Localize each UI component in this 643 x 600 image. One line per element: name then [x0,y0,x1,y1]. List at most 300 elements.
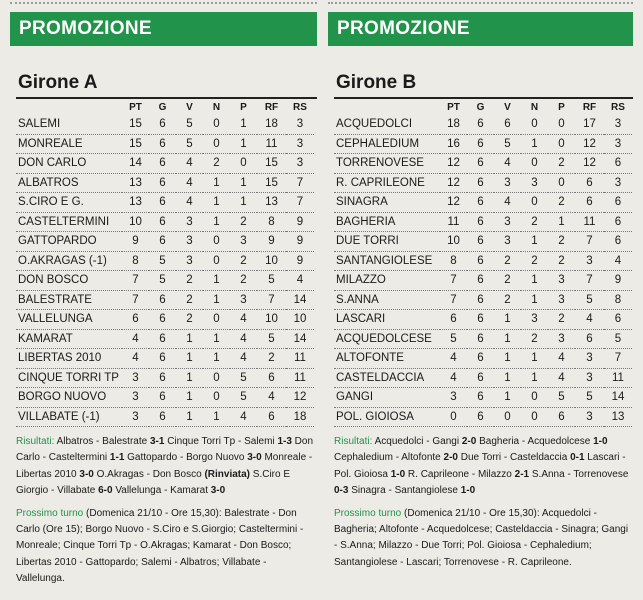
stat-cell: 6 [575,173,604,193]
stat-cell: 6 [548,407,575,427]
stat-cell: 11 [257,134,286,154]
stat-cell: 1 [494,310,521,330]
stat-cell: 1 [176,349,203,369]
stat-cell: 3 [521,310,548,330]
stat-cell: 2 [257,349,286,369]
stat-cell: 5 [494,134,521,154]
stat-cell: 6 [604,232,632,252]
table-row [16,290,314,310]
stat-cell: 2 [230,251,257,271]
stat-cell: 12 [575,154,604,174]
team-name: BALESTRATE [16,290,122,310]
table-row [334,212,632,232]
table-row [16,212,314,232]
stat-cell: 1 [203,349,230,369]
stat-cell: 12 [440,154,467,174]
stat-cell: 18 [440,115,467,134]
team-name: S.CIRO E G. [16,193,122,213]
stat-cell: 15 [257,173,286,193]
stat-cell: 4 [230,349,257,369]
stat-cell: 2 [494,271,521,291]
stat-cell: 0 [203,388,230,408]
stat-cell: 4 [494,193,521,213]
stat-cell: 2 [548,154,575,174]
stat-cell: 6 [604,193,632,213]
stat-cell: 3 [521,173,548,193]
stat-cell: 3 [230,232,257,252]
header-col: P [558,102,565,113]
stat-cell: 5 [230,368,257,388]
results-text: Acquedolci - Gangi 2-0 Bagheria - Acquedolcese 1-0 Cephaledium - Altofonte 2-0 Due Torri - Casteldaccia 0-1 Lascari - Pol. Gioiosa 1-0 R. Caprileone - Milazzo 2-1 S.Anna - Torrenovese 0-3 Sinagra - Santangiolese 1-0 [334,436,629,497]
stat-cell: 14 [122,154,149,174]
stat-cell: 2 [203,154,230,174]
stat-cell: 12 [440,173,467,193]
stat-cell: 13 [122,173,149,193]
stat-cell: 4 [122,349,149,369]
table-row [16,329,314,349]
stat-cell: 4 [604,251,632,271]
stat-cell: 5 [176,115,203,134]
stat-cell: 3 [286,115,314,134]
stat-cell: 1 [230,193,257,213]
stat-cell: 9 [257,232,286,252]
stat-cell: 6 [149,349,176,369]
stat-cell: 6 [257,407,286,427]
table-row [16,193,314,213]
stat-cell: 3 [176,232,203,252]
stat-cell: 13 [257,193,286,213]
stat-cell: 1 [176,388,203,408]
table-row [16,134,314,154]
stat-cell: 5 [257,329,286,349]
stat-cell: 3 [176,251,203,271]
stat-cell: 5 [230,388,257,408]
stat-cell: 6 [149,212,176,232]
stat-cell: 11 [440,212,467,232]
team-name: BAGHERIA [334,212,440,232]
table-header-row [16,100,314,115]
team-name: DON BOSCO [16,271,122,291]
header-col: P [240,102,247,113]
stat-cell: 6 [149,310,176,330]
stat-cell: 15 [122,134,149,154]
stat-cell: 6 [604,310,632,330]
stat-cell: 17 [575,115,604,134]
team-name: ACQUEDOLCI [334,115,440,134]
stat-cell: 4 [176,173,203,193]
stat-cell: 0 [203,232,230,252]
stat-cell: 6 [149,290,176,310]
next-round-paragraph [16,506,314,588]
stat-cell: 5 [149,251,176,271]
stat-cell: 11 [286,368,314,388]
stat-cell: 7 [257,290,286,310]
stat-cell: 2 [521,212,548,232]
standings-table [334,100,632,427]
stat-cell: 2 [521,251,548,271]
table-row [334,115,632,134]
table-row [334,193,632,213]
stat-cell: 7 [604,349,632,369]
stat-cell: 1 [548,212,575,232]
table-row [16,310,314,330]
stat-cell: 1 [230,134,257,154]
stat-cell: 9 [286,251,314,271]
stat-cell: 1 [203,193,230,213]
group-title: Girone A [18,72,98,93]
stat-cell: 15 [122,115,149,134]
stat-cell: 11 [286,349,314,369]
table-row [16,349,314,369]
stat-cell: 6 [467,349,494,369]
stat-cell: 10 [257,251,286,271]
stat-cell: 6 [467,329,494,349]
results-label: Risultati: [16,436,55,447]
header-team [16,100,122,115]
team-name: SINAGRA [334,193,440,213]
stat-cell: 6 [467,212,494,232]
stat-cell: 6 [149,115,176,134]
stat-cell: 6 [467,251,494,271]
stat-cell: 10 [257,310,286,330]
stat-cell: 6 [575,193,604,213]
results-block [334,434,632,571]
next-round-label: Prossimo turno [16,507,84,519]
team-name: LIBERTAS 2010 [16,349,122,369]
stat-cell: 1 [521,349,548,369]
table-row [16,368,314,388]
table-row [334,310,632,330]
header-col: PT [129,102,142,113]
table-row [16,115,314,134]
top-dotted-rule [328,2,633,12]
stat-cell: 8 [440,251,467,271]
stat-cell: 6 [149,368,176,388]
header-col: RS [611,102,625,113]
stat-cell: 0 [521,115,548,134]
stat-cell: 5 [257,271,286,291]
stat-cell: 6 [257,368,286,388]
team-name: KAMARAT [16,329,122,349]
stat-cell: 0 [521,407,548,427]
stat-cell: 1 [176,329,203,349]
team-name: BORGO NUOVO [16,388,122,408]
stat-cell: 7 [440,290,467,310]
next-round-text: (Domenica 21/10 - Ore 15,30): Balestrate - Don Carlo (Ore 15); Borgo Nuovo - S.Ciro e S.Giorgio; Casteltermini - Monreale; Cinque Torri Tp - O.Akragas; Kamarat - Don Bosco; Libertas 2010 - Gattopardo; Salemi - Albatros; Villabate - Vallelunga. [16,507,304,585]
team-name: DUE TORRI [334,232,440,252]
table-row [334,407,632,427]
stat-cell: 4 [230,310,257,330]
team-name: MONREALE [16,134,122,154]
stat-cell: 0 [548,173,575,193]
stat-cell: 4 [230,329,257,349]
results-paragraph [334,434,632,500]
stat-cell: 6 [467,388,494,408]
stat-cell: 0 [203,368,230,388]
stat-cell: 5 [176,134,203,154]
stat-cell: 6 [467,407,494,427]
stat-cell: 18 [257,115,286,134]
results-text: Albatros - Balestrate 3-1 Cinque Torri Tp - Salemi 1-3 Don Carlo - Casteltermini 1-1 Gattopardo - Borgo Nuovo 3-0 Monreale - Libertas 2010 3-0 O.Akragas - Don Bosco (Rinviata) S.Ciro E Giorgio - Villabate 6-0 Vallelunga - Kamarat 3-0 [16,436,314,497]
header-col: N [212,102,221,113]
team-name: GATTOPARDO [16,232,122,252]
stat-cell: 8 [122,251,149,271]
stat-cell: 3 [604,173,632,193]
stat-cell: 7 [122,290,149,310]
header-col: RS [293,102,307,113]
stat-cell: 14 [286,329,314,349]
stat-cell: 3 [286,154,314,174]
table-row [334,290,632,310]
stat-cell: 3 [548,290,575,310]
stat-cell: 1 [521,368,548,388]
stat-cell: 12 [575,134,604,154]
stat-cell: 0 [521,193,548,213]
stat-cell: 6 [149,388,176,408]
stat-cell: 6 [467,154,494,174]
stat-cell: 4 [122,329,149,349]
team-name: CASTELTERMINI [16,212,122,232]
stat-cell: 3 [122,407,149,427]
stat-cell: 3 [122,388,149,408]
stat-cell: 1 [521,232,548,252]
stat-cell: 1 [176,368,203,388]
stat-cell: 6 [149,134,176,154]
team-name: GANGI [334,388,440,408]
stat-cell: 8 [604,290,632,310]
stat-cell: 10 [440,232,467,252]
stat-cell: 2 [548,232,575,252]
table-row [16,154,314,174]
stat-cell: 6 [122,310,149,330]
stat-cell: 4 [494,154,521,174]
team-name: VALLELUNGA [16,310,122,330]
stat-cell: 3 [230,290,257,310]
stat-cell: 6 [149,154,176,174]
stat-cell: 4 [257,388,286,408]
stat-cell: 18 [286,407,314,427]
stat-cell: 9 [286,212,314,232]
stat-cell: 5 [575,388,604,408]
stat-cell: 7 [575,271,604,291]
stat-cell: 1 [203,290,230,310]
table-row [334,251,632,271]
stat-cell: 6 [467,115,494,134]
stat-cell: 6 [604,154,632,174]
stat-cell: 5 [548,388,575,408]
stat-cell: 10 [286,310,314,330]
stat-cell: 2 [176,310,203,330]
stat-cell: 3 [575,368,604,388]
stat-cell: 1 [494,329,521,349]
stat-cell: 3 [440,388,467,408]
stat-cell: 7 [122,271,149,291]
stat-cell: 1 [203,173,230,193]
stat-cell: 6 [467,271,494,291]
title-underline [334,97,633,99]
stat-cell: 1 [494,388,521,408]
stat-cell: 3 [122,368,149,388]
team-name: VILLABATE (-1) [16,407,122,427]
stat-cell: 6 [494,115,521,134]
stat-cell: 13 [604,407,632,427]
stat-cell: 6 [149,407,176,427]
team-name: SANTANGIOLESE [334,251,440,271]
stat-cell: 8 [257,212,286,232]
stat-cell: 4 [575,310,604,330]
team-name: O.AKRAGAS (-1) [16,251,122,271]
stat-cell: 0 [494,407,521,427]
stat-cell: 1 [203,212,230,232]
stat-cell: 1 [494,368,521,388]
table-row [334,173,632,193]
stat-cell: 2 [230,271,257,291]
stat-cell: 5 [149,271,176,291]
stat-cell: 4 [548,368,575,388]
team-name: LASCARI [334,310,440,330]
stat-cell: 9 [122,232,149,252]
team-name: ALBATROS [16,173,122,193]
stat-cell: 1 [203,329,230,349]
stat-cell: 4 [440,349,467,369]
stat-cell: 3 [494,212,521,232]
team-name: CINQUE TORRI TP [16,368,122,388]
header-col: PT [447,102,460,113]
stat-cell: 4 [176,154,203,174]
stat-cell: 3 [575,349,604,369]
header-col: N [530,102,539,113]
stat-cell: 3 [575,407,604,427]
stat-cell: 3 [494,173,521,193]
table-row [334,232,632,252]
team-name: POL. GIOIOSA [334,407,440,427]
next-round-label: Prossimo turno [334,507,402,519]
stat-cell: 3 [548,329,575,349]
table-row [334,154,632,174]
stat-cell: 7 [575,232,604,252]
stat-cell: 6 [149,193,176,213]
stat-cell: 2 [548,310,575,330]
stat-cell: 2 [176,290,203,310]
stat-cell: 2 [494,251,521,271]
standings-table [16,100,314,427]
stat-cell: 10 [122,212,149,232]
stat-cell: 5 [604,329,632,349]
stat-cell: 3 [604,134,632,154]
stat-cell: 0 [548,115,575,134]
stat-cell: 0 [203,134,230,154]
results-paragraph [16,434,314,500]
title-underline [16,97,317,99]
stat-cell: 6 [149,329,176,349]
section-banner: PROMOZIONE [10,12,317,46]
stat-cell: 15 [257,154,286,174]
header-col: RF [582,102,597,113]
stat-cell: 6 [440,310,467,330]
table-row [334,349,632,369]
stat-cell: 11 [575,212,604,232]
group-title: Girone B [336,72,417,93]
team-name: ALTOFONTE [334,349,440,369]
stat-cell: 1 [230,173,257,193]
table-row [334,368,632,388]
table-row [334,388,632,408]
team-name: CEPHALEDIUM [334,134,440,154]
stat-cell: 0 [203,310,230,330]
stat-cell: 3 [176,212,203,232]
stat-cell: 6 [467,368,494,388]
stat-cell: 0 [521,154,548,174]
stat-cell: 2 [548,251,575,271]
team-name: MILAZZO [334,271,440,291]
stat-cell: 12 [440,193,467,213]
stat-cell: 1 [521,290,548,310]
stat-cell: 7 [286,193,314,213]
stat-cell: 0 [203,115,230,134]
stat-cell: 4 [176,193,203,213]
stat-cell: 1 [230,115,257,134]
stat-cell: 0 [521,388,548,408]
results-label: Risultati: [334,436,373,447]
team-name: S.ANNA [334,290,440,310]
stat-cell: 14 [604,388,632,408]
table-row [16,407,314,427]
girone-b-column [328,0,633,577]
stat-cell: 2 [176,271,203,291]
stat-cell: 0 [203,251,230,271]
table-row [16,388,314,408]
team-name: SALEMI [16,115,122,134]
stat-cell: 1 [176,407,203,427]
stat-cell: 4 [286,271,314,291]
stat-cell: 3 [548,271,575,291]
stat-cell: 3 [494,232,521,252]
team-name: TORRENOVESE [334,154,440,174]
table-row [334,271,632,291]
stat-cell: 12 [286,388,314,408]
header-col: V [504,102,511,113]
team-name: CASTELDACCIA [334,368,440,388]
header-col: RF [264,102,279,113]
table-row [16,173,314,193]
stat-cell: 3 [575,251,604,271]
stat-cell: 1 [203,271,230,291]
stat-cell: 6 [149,232,176,252]
stat-cell: 6 [467,310,494,330]
stat-cell: 2 [494,290,521,310]
stat-cell: 6 [467,290,494,310]
header-col: G [158,102,167,113]
stat-cell: 6 [467,173,494,193]
stat-cell: 5 [440,329,467,349]
stat-cell: 0 [440,407,467,427]
stat-cell: 5 [575,290,604,310]
table-row [334,134,632,154]
stat-cell: 2 [548,193,575,213]
stat-cell: 4 [548,349,575,369]
team-name: DON CARLO [16,154,122,174]
stat-cell: 2 [230,212,257,232]
header-col: V [186,102,193,113]
table-row [16,232,314,252]
stat-cell: 2 [521,329,548,349]
stat-cell: 6 [467,134,494,154]
next-round-text: (Domenica 21/10 - Ore 15,30): Acquedolci - Bagheria; Altofonte - Acquedolcese; Casteldaccia - Sinagra; Gangi - S.Anna; Milazzo - Due Torri; Pol. Gioiosa - Cephaledium; Santangiolese - Lascari; Torrenovese - R. Caprileone. [334,507,629,568]
stat-cell: 0 [548,134,575,154]
team-name: R. CAPRILEONE [334,173,440,193]
team-name: ACQUEDOLCESE [334,329,440,349]
stat-cell: 6 [149,173,176,193]
